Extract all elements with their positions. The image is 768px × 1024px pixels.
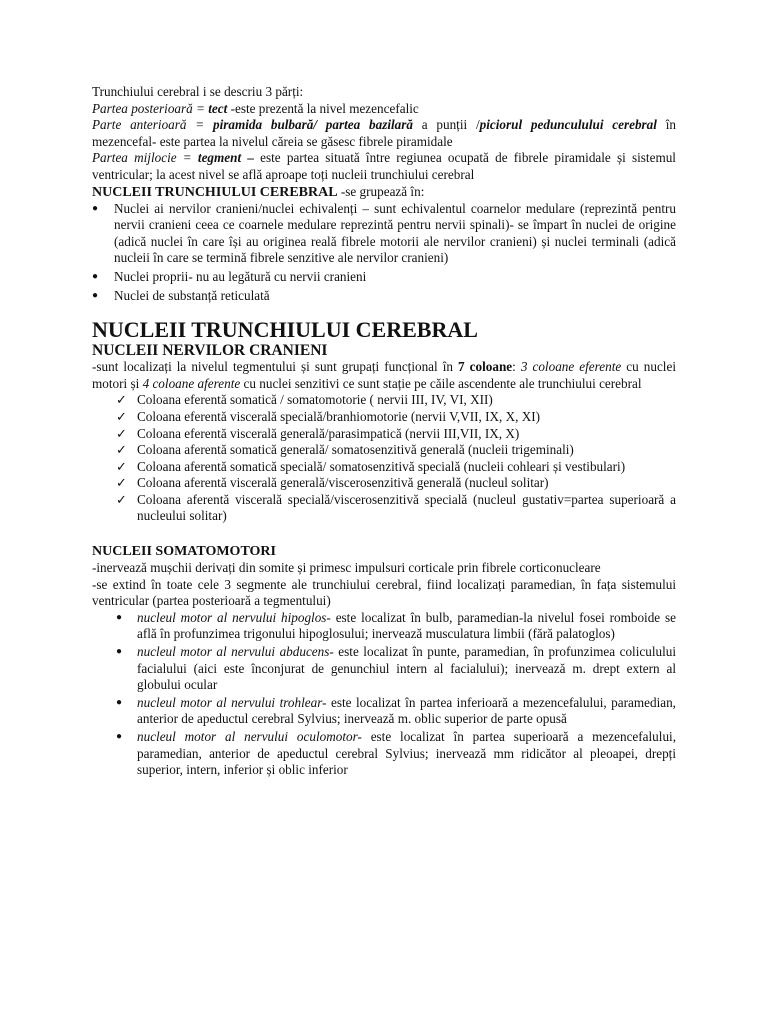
bullet-icon: ● xyxy=(92,270,99,282)
list-item xyxy=(116,392,676,409)
checkmark-icon: ✓ xyxy=(116,491,127,507)
checkmark-icon: ✓ xyxy=(116,392,127,408)
nucleus-term: nucleul motor al nervului abducens- xyxy=(137,644,334,660)
list-item xyxy=(116,409,676,426)
nucleus-text: este localizat în partea superioară a mezencefalului, paramedian, anterior de apeductul cerebral Sylvius; inervează mm ridicător al pleoapei, drepți superior, intern, inferior și oblic inferior xyxy=(137,729,676,778)
checkmark-icon: ✓ xyxy=(116,458,127,474)
list-item xyxy=(116,442,676,459)
somatomotor-line-2: -se extind în toate cele 3 segmente ale trunchiului cerebral, fiind localizați paramedian, în fața sistemului ventricular (partea posterioară a tegmentului) xyxy=(92,576,676,609)
nuclei-intro-heading xyxy=(92,184,676,201)
posterior-term: tect xyxy=(208,100,228,116)
columns-list xyxy=(92,392,676,525)
somatomotor-line-1: -inervează mușchii derivați din somite și primesc impulsuri corticale prin fibrele corticonucleare xyxy=(92,560,601,576)
list-item xyxy=(116,426,676,443)
nuclei-heading-rest: -se grupează în: xyxy=(337,183,425,199)
bullet-icon: ● xyxy=(116,696,123,708)
checkmark-icon: ✓ xyxy=(116,425,127,441)
list-item xyxy=(116,610,676,643)
list-item xyxy=(116,492,676,525)
section-title-brainstem-nuclei: NUCLEII TRUNCHIULUI CEREBRAL xyxy=(92,317,478,343)
posterior-text: -este prezentă la nivel mezencefalic xyxy=(227,100,419,116)
list-item-text: Coloana eferentă viscerală generală/parasimpatică (nervii III,VII, IX, X) xyxy=(137,425,520,441)
intro-line: Trunchiului cerebral i se descriu 3 părți: xyxy=(92,84,304,99)
checkmark-icon: ✓ xyxy=(116,442,127,458)
somatomotor-nuclei-list xyxy=(92,610,676,779)
list-item xyxy=(92,201,676,267)
list-item xyxy=(116,729,676,779)
section-subtitle-cranial-nerves: NUCLEII NERVILOR CRANIENI xyxy=(92,342,328,360)
list-item-text: Coloana aferentă viscerală generală/viscerosenzitivă generală (nucleul solitar) xyxy=(137,475,549,491)
posterior-part xyxy=(92,101,676,118)
checkmark-icon: ✓ xyxy=(116,475,127,491)
list-item-text: Nuclei ai nervilor cranieni/nuclei echivalenți – sunt echivalentul coarnelor medulare (reprezintă pentru nervii cranieni ceea ce coarnele medulare reprezintă pentru nervii spinali)- se împart în nuclei de origine (adică nuclei în care își au originea reală fibrele motorii ale nervilor cranieni) și nuclei terminali (adică nucleii în care se termină fibrele senzitive ale nervilor cranieni) xyxy=(114,200,676,266)
list-item-text: Nuclei proprii- nu au legătură cu nervii cranieni xyxy=(114,268,367,284)
middle-label: Partea mijlocie = xyxy=(92,150,198,166)
nucleus-text: este localizat în partea inferioară a mezencefalului, paramedian, anterior de apeductul cerebral Sylvius; inervează m. oblic superior de parte opusă xyxy=(137,694,676,727)
desc-text: cu nuclei motori și xyxy=(92,359,676,391)
anterior-label: Parte anterioară = xyxy=(92,117,213,133)
nuclei-groups-list xyxy=(92,201,676,305)
desc-italic: 3 coloane eferente xyxy=(520,359,622,375)
desc-bold: 7 coloane xyxy=(458,359,513,375)
bullet-icon: ● xyxy=(116,731,123,742)
desc-text: : xyxy=(512,359,521,375)
cranial-nuclei-description xyxy=(92,359,676,392)
bullet-icon: ● xyxy=(116,646,123,658)
section-title-somatomotor: NUCLEII SOMATOMOTORI xyxy=(92,544,276,560)
list-item xyxy=(116,475,676,492)
middle-term: tegment – xyxy=(197,150,254,166)
anterior-mid: a punții / xyxy=(412,117,480,133)
nucleus-text: este localizat în bulb, paramedian-la nivelul fosei romboide se află în profunzimea trigonului hipoglosului; inervează musculatura limbii (fără palatoglos) xyxy=(137,609,676,642)
middle-part xyxy=(92,150,676,183)
list-item xyxy=(116,459,676,476)
anterior-term2: piciorul pedunculului cerebral xyxy=(479,117,657,133)
anterior-part xyxy=(92,117,676,150)
nucleus-text: este localizat în punte, paramedian, în profunzimea coliculului facialului (aici este înconjurat de genunchiul intern al facialului); inervează m. drept extern al globului ocular xyxy=(137,644,676,693)
list-item xyxy=(116,644,676,694)
nuclei-heading-bold: NUCLEII TRUNCHIULUI CEREBRAL xyxy=(92,184,338,200)
document-page xyxy=(92,84,676,780)
bullet-icon: ● xyxy=(116,611,123,623)
list-item-text: Coloana aferentă somatică specială/ somatosenzitivă specială (nucleii cohleari și vestibulari) xyxy=(137,458,626,474)
middle-text: este partea situată între regiunea ocupată de fibrele piramidale și sistemul ventricular; la acest nivel se află aproape toți nucleii trunchiului cerebral xyxy=(92,150,676,182)
desc-italic: 4 coloane aferente xyxy=(142,375,241,391)
desc-text: cu nuclei senzitivi ce sunt stație pe căile ascendente ale trunchiului cerebral xyxy=(240,375,642,391)
posterior-label: Partea posterioară = xyxy=(92,100,209,116)
bullet-icon: ● xyxy=(92,202,99,214)
list-item xyxy=(92,288,676,305)
list-item-text: Coloana aferentă viscerală specială/viscerosenzitivă specială (nucleul gustativ=partea superioară a nucleului solitar) xyxy=(137,491,676,524)
bullet-icon: ● xyxy=(92,289,99,301)
list-item xyxy=(92,269,676,286)
list-item-text: Coloana eferentă viscerală specială/branhiomotorie (nervii V,VII, IX, X, XI) xyxy=(137,408,541,424)
anterior-text: în mezencefal- este partea la nivelul căreia se găsesc fibrele piramidale xyxy=(92,117,676,149)
desc-text: -sunt localizați la nivelul tegmentului și sunt grupați funcțional în xyxy=(92,359,459,375)
nucleus-term: nucleul motor al nervului oculomotor- xyxy=(137,729,362,744)
list-item-text: Nuclei de substanță reticulată xyxy=(114,287,270,303)
list-item xyxy=(116,695,676,728)
anterior-term: piramida bulbară/ partea bazilară xyxy=(212,117,413,133)
list-item-text: Coloana eferentă somatică / somatomotorie ( nervii III, IV, VI, XII) xyxy=(137,392,493,408)
list-item-text: Coloana aferentă somatică generală/ somatosenzitivă generală (nucleii trigeminali) xyxy=(137,442,574,458)
nucleus-term: nucleul motor al nervului trohlear- xyxy=(137,694,327,710)
checkmark-icon: ✓ xyxy=(116,408,127,424)
nucleus-term: nucleul motor al nervului hipoglos- xyxy=(137,609,331,625)
